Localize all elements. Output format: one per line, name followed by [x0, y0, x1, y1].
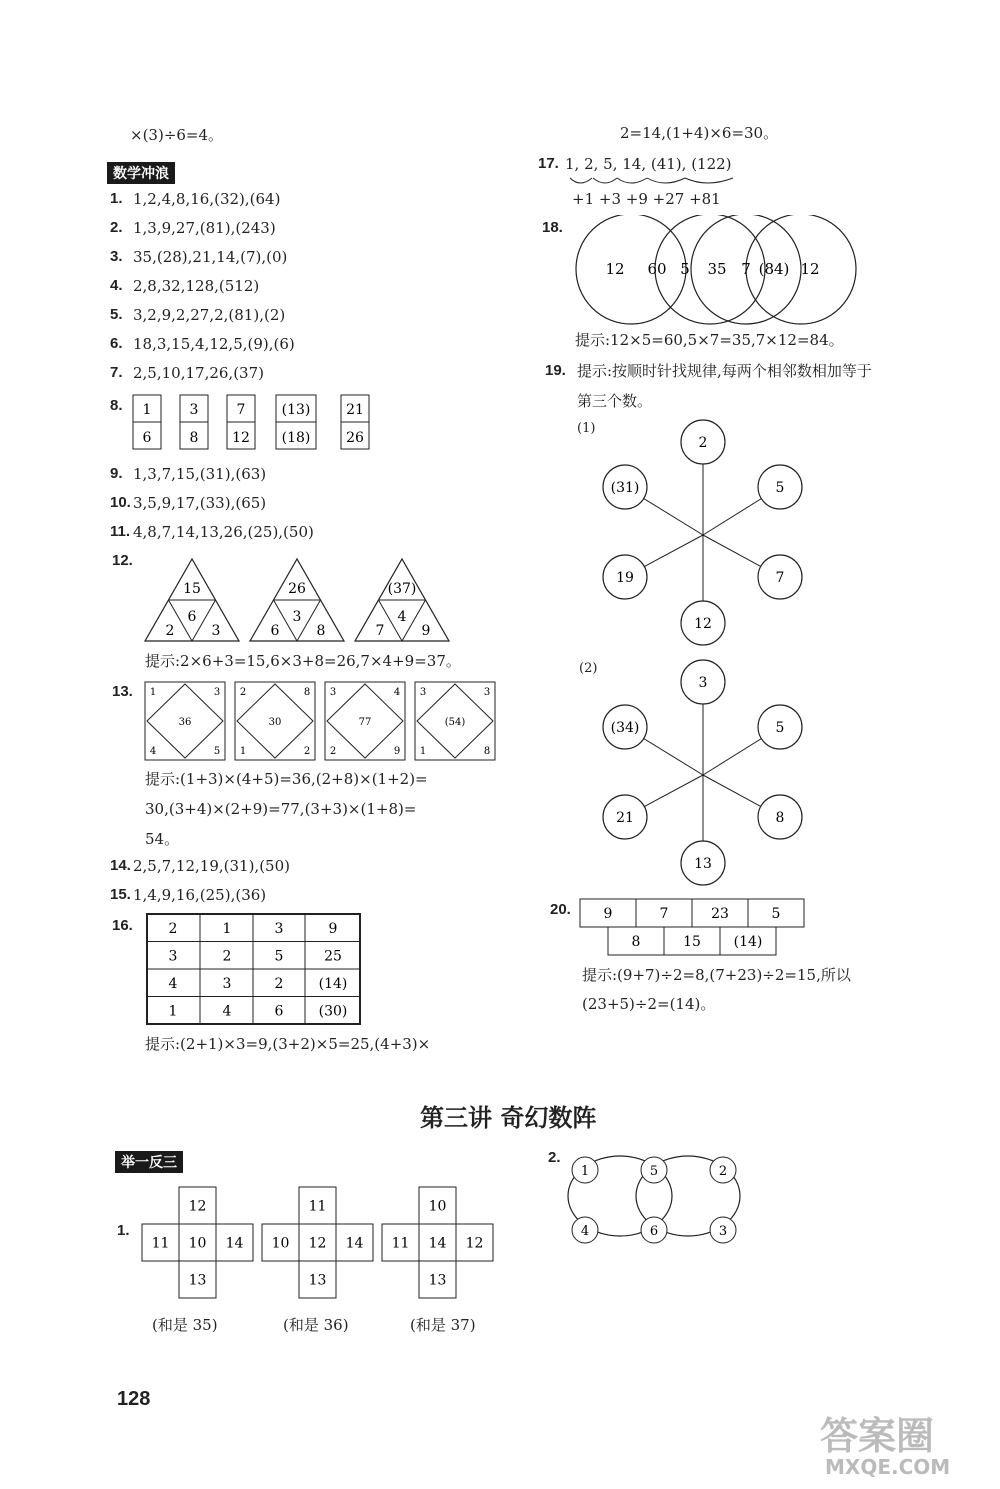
circle-value: 12	[605, 260, 625, 278]
pair-bottom-value: 6	[142, 430, 152, 446]
rings-figure	[565, 1150, 750, 1250]
table-cell: 6	[274, 1003, 284, 1020]
triangle-top: (37)	[387, 581, 417, 597]
table-cell: 2	[274, 976, 284, 992]
star-value: (34)	[610, 720, 640, 736]
corner-top-right: 8	[303, 687, 311, 698]
item-answer: 1,2,4,8,16,(32),(64)	[133, 190, 281, 208]
watermark-logo: 答案圈	[820, 1414, 935, 1458]
item-answer: 2,8,32,128,(512)	[133, 277, 260, 295]
item-number: 3.	[110, 248, 123, 265]
star-value: 13	[694, 856, 712, 872]
corner-top-left: 1	[149, 687, 157, 698]
item-16-table	[145, 912, 365, 1027]
star-value: 7	[775, 570, 785, 586]
chapter-title: 第三讲 奇幻数阵	[420, 1104, 597, 1132]
corner-top-right: 3	[483, 687, 491, 698]
star-1-label: (1)	[577, 421, 596, 436]
triangle-right: 8	[316, 623, 326, 639]
cross-right-value: 14	[225, 1235, 244, 1252]
item-8-number: 8.	[110, 397, 123, 414]
item-answer: 2,5,10,17,26,(37)	[133, 364, 264, 382]
item-answer: 1,4,9,16,(25),(36)	[133, 886, 267, 904]
item-answer: 1,3,7,15,(31),(63)	[133, 465, 267, 483]
square-center: 30	[268, 717, 282, 728]
pair-top-value: 3	[189, 402, 199, 418]
item-answer: 18,3,15,4,12,5,(9),(6)	[133, 335, 295, 353]
table-cell: 4	[168, 976, 178, 992]
cross-top-value: 12	[188, 1198, 207, 1215]
pair-bottom-value: 12	[232, 430, 250, 446]
table-cell: 1	[168, 1003, 178, 1020]
cross-right-value: 14	[345, 1235, 364, 1252]
star-value: 2	[698, 435, 708, 451]
cross-bottom-value: 13	[308, 1272, 327, 1289]
star-value: 12	[694, 616, 712, 632]
item-20-blocks	[578, 897, 808, 959]
triangle-left: 6	[270, 623, 280, 639]
item-number: 5.	[110, 306, 123, 323]
item-13-hint-2: 30,(3+4)×(2+9)=77,(3+3)×(1+8)=	[145, 800, 417, 818]
section-tag-math-surf: 数学冲浪	[107, 162, 175, 184]
ring-value: 1	[580, 1164, 590, 1179]
item-17-differences: +1 +3 +9 +27 +81	[572, 190, 721, 208]
pair-top-value: (13)	[281, 402, 311, 418]
cross-top-value: 10	[428, 1198, 447, 1215]
cross-bottom-value: 13	[188, 1272, 207, 1289]
item-13-number: 13.	[112, 683, 133, 700]
cross-caption-1: (和是 35)	[152, 1316, 218, 1334]
item-12-triangles	[140, 555, 510, 650]
item-number: 15.	[110, 886, 131, 903]
table-cell: (14)	[318, 976, 348, 992]
pair-top-value: 21	[346, 402, 364, 418]
item-12-number: 12.	[112, 552, 133, 569]
corner-bottom-right: 5	[213, 746, 221, 757]
cross-bottom-value: 13	[428, 1272, 447, 1289]
corner-top-left: 3	[329, 687, 337, 698]
pair-bottom-value: 26	[346, 430, 364, 446]
corner-top-right: 3	[213, 687, 221, 698]
item-19-star-1	[595, 415, 815, 655]
ring-value: 2	[718, 1164, 728, 1179]
corner-bottom-right: 9	[393, 746, 401, 757]
square-center: 77	[358, 717, 372, 728]
corner-top-left: 2	[239, 687, 247, 698]
top-block-value: 5	[771, 906, 781, 922]
item-17-arcs	[565, 170, 765, 190]
cross-center-value: 10	[188, 1235, 207, 1252]
triangle-right: 9	[421, 623, 431, 639]
circle-value: 12	[800, 260, 820, 278]
item-18-number: 18.	[542, 219, 563, 236]
table-cell: (30)	[318, 1003, 348, 1020]
table-cell: 1	[222, 921, 232, 937]
page-number: 128	[117, 1388, 151, 1410]
table-cell: 9	[328, 921, 338, 937]
table-cell: 2	[168, 921, 178, 937]
item-answer: 35,(28),21,14,(7),(0)	[133, 248, 288, 266]
triangle-center: 4	[397, 609, 407, 625]
item-number: 6.	[110, 335, 123, 352]
item-19-star-2	[595, 655, 815, 895]
item-19-hint-2: 第三个数。	[577, 392, 653, 410]
corner-top-right: 4	[393, 687, 401, 698]
cross-caption-2: (和是 36)	[283, 1316, 349, 1334]
pair-bottom-value: (18)	[281, 430, 311, 446]
watermark-site: MXQE.COM	[825, 1455, 951, 1479]
cross-left-value: 10	[271, 1235, 290, 1252]
item-answer: 4,8,7,14,13,26,(25),(50)	[133, 523, 314, 541]
star-value: 5	[775, 480, 785, 496]
item-16-hint: 提示:(2+1)×3=9,(3+2)×5=25,(4+3)×	[145, 1035, 431, 1053]
top-block-value: 23	[711, 906, 729, 922]
cross-right-value: 12	[465, 1235, 484, 1252]
item-17-sequence: 1, 2, 5, 14, (41), (122)	[565, 155, 732, 173]
continued-line: ×(3)÷6=4。	[130, 126, 224, 144]
ring-value: 4	[580, 1224, 590, 1239]
item-answer: 1,3,9,27,(81),(243)	[133, 219, 276, 237]
item-17-number: 17.	[538, 155, 559, 172]
item-number: 2.	[110, 219, 123, 236]
star-value: 8	[775, 810, 785, 826]
triangle-top: 15	[183, 581, 201, 597]
item-number: 10.	[110, 494, 131, 511]
item-answer: 2,5,7,12,19,(31),(50)	[133, 857, 290, 875]
pair-top-value: 7	[236, 402, 246, 418]
item-number: 9.	[110, 465, 123, 482]
star-value: 5	[775, 720, 785, 736]
ring-value: 5	[649, 1164, 659, 1179]
corner-bottom-left: 2	[329, 746, 337, 757]
item-answer: 3,2,9,2,27,2,(81),(2)	[133, 306, 286, 324]
cross-item-number: 1.	[117, 1222, 130, 1239]
cross-center-value: 14	[428, 1235, 447, 1252]
pair-bottom-value: 8	[189, 430, 199, 446]
item-18-hint: 提示:12×5=60,5×7=35,7×12=84。	[575, 331, 844, 349]
cross-top-value: 11	[308, 1198, 327, 1215]
item-20-number: 20.	[550, 901, 571, 918]
table-cell: 3	[168, 948, 178, 965]
item-number: 1.	[110, 190, 123, 207]
triangle-left: 2	[165, 623, 175, 639]
corner-bottom-left: 1	[239, 746, 247, 757]
item-answer: 3,5,9,17,(33),(65)	[133, 494, 267, 512]
circle-value: 60	[647, 260, 667, 278]
item-13-hint-3: 54。	[145, 830, 180, 848]
item-19-number: 19.	[545, 362, 566, 379]
table-cell: 3	[274, 921, 284, 937]
item-number: 4.	[110, 277, 123, 294]
ring-value: 3	[718, 1224, 728, 1239]
rings-item-number: 2.	[548, 1149, 561, 1166]
circle-value: 35	[707, 260, 727, 278]
star-value: (31)	[610, 480, 640, 496]
item-12-hint: 提示:2×6+3=15,6×3+8=26,7×4+9=37。	[145, 652, 461, 670]
cross-caption-3: (和是 37)	[410, 1316, 476, 1334]
table-cell: 25	[324, 948, 342, 965]
square-center: 36	[178, 717, 192, 728]
continued-line-right: 2=14,(1+4)×6=30。	[620, 124, 779, 142]
triangle-center: 6	[187, 609, 197, 625]
cross-figures	[140, 1185, 510, 1305]
table-cell: 3	[222, 976, 232, 992]
table-cell: 4	[222, 1003, 232, 1020]
corner-bottom-right: 8	[483, 746, 491, 757]
circle-value: 5	[680, 260, 690, 278]
triangle-center: 3	[292, 609, 302, 625]
corner-top-left: 3	[419, 687, 427, 698]
triangle-left: 7	[375, 623, 385, 639]
corner-bottom-left: 1	[419, 746, 427, 757]
cross-left-value: 11	[391, 1235, 410, 1252]
star-value: 19	[616, 570, 634, 586]
table-cell: 5	[274, 948, 284, 965]
corner-bottom-left: 4	[149, 746, 157, 757]
bottom-block-value: 15	[683, 934, 701, 950]
corner-bottom-right: 2	[303, 746, 311, 757]
cross-left-value: 11	[151, 1235, 170, 1252]
item-13-hint-1: 提示:(1+3)×(4+5)=36,(2+8)×(1+2)=	[145, 770, 428, 788]
triangle-right: 3	[211, 623, 221, 639]
item-20-hint-2: (23+5)÷2=(14)。	[582, 995, 716, 1013]
star-value: 21	[616, 810, 634, 826]
item-20-hint-1: 提示:(9+7)÷2=8,(7+23)÷2=15,所以	[582, 966, 851, 984]
triangle-top: 26	[288, 581, 306, 597]
square-center: (54)	[444, 717, 466, 728]
item-number: 7.	[110, 364, 123, 381]
item-number: 11.	[110, 523, 131, 540]
bottom-block-value: 8	[631, 934, 641, 950]
circle-value: 7	[741, 260, 751, 278]
item-8-boxes	[130, 393, 390, 453]
item-13-squares	[140, 680, 500, 762]
bottom-block-value: (14)	[733, 934, 763, 950]
section-tag-practice: 举一反三	[115, 1151, 183, 1173]
table-cell: 2	[222, 948, 232, 965]
item-16-number: 16.	[112, 917, 133, 934]
star-value: 3	[698, 675, 708, 691]
ring-value: 6	[649, 1224, 659, 1239]
item-number: 14.	[110, 857, 131, 874]
cross-center-value: 12	[308, 1235, 327, 1252]
pair-top-value: 1	[142, 402, 152, 418]
circle-value: (84)	[758, 260, 790, 278]
star-2-label: (2)	[579, 661, 598, 676]
item-18-circles	[570, 215, 865, 325]
item-19-hint-1: 提示:按顺时针找规律,每两个相邻数相加等于	[577, 362, 872, 380]
top-block-value: 7	[659, 906, 669, 922]
top-block-value: 9	[603, 906, 613, 922]
